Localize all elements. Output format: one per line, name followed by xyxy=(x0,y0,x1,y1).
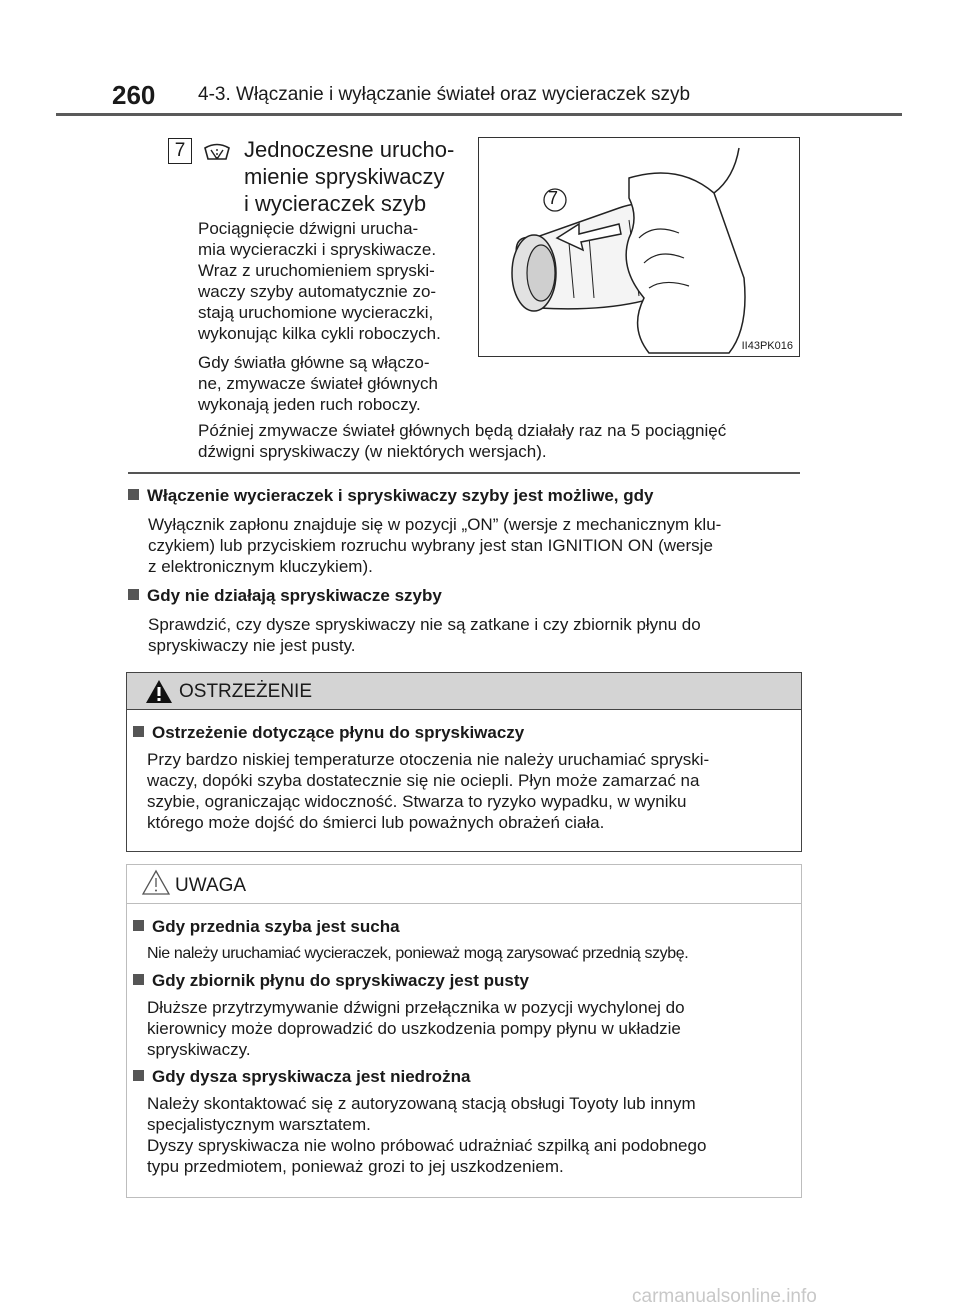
text-line: waczy szyby automatycznie zo- xyxy=(198,282,437,301)
caution-triangle-icon xyxy=(141,869,171,896)
info-heading xyxy=(128,586,442,606)
square-bullet-icon xyxy=(133,726,144,737)
item-paragraph-2 xyxy=(198,352,462,415)
text-line: Wraz z uruchomieniem spryski- xyxy=(198,261,435,280)
info-heading-text: Gdy nie działają spryskiwacze szyby xyxy=(147,586,442,605)
warning-header xyxy=(127,673,801,710)
page-number: 260 xyxy=(112,80,156,110)
figure-callout: 7 xyxy=(548,188,559,208)
notice-heading-text: Gdy przednia szyba jest sucha xyxy=(152,917,400,936)
text-line: Należy skontaktować się z autoryzowaną stacją obsługi Toyoty lub innym xyxy=(147,1094,696,1113)
item-title-line: Jednoczesne urucho- xyxy=(244,137,455,162)
text-line: stają uruchomione wycieraczki, xyxy=(198,303,434,322)
item-title xyxy=(244,136,474,217)
notice-box xyxy=(126,864,802,1198)
text-line: kierownicy może doprowadzić do uszkodzenia pompy płynu w układzie xyxy=(147,1019,681,1038)
info-body xyxy=(148,514,800,577)
text-line: spryskiwaczy nie jest pusty. xyxy=(148,636,356,655)
warning-triangle-icon xyxy=(145,679,173,704)
info-heading-text: Włączenie wycieraczek i spryskiwaczy szyby jest możliwe, gdy xyxy=(147,486,654,505)
header-divider xyxy=(56,113,902,116)
lever-drawing xyxy=(479,138,799,356)
square-bullet-icon xyxy=(133,920,144,931)
text-line: Sprawdzić, czy dysze spryskiwaczy nie są zatkane i czy zbiornik płynu do xyxy=(148,615,701,634)
text-line: ne, zmywacze świateł głównych xyxy=(198,374,438,393)
windshield-washer-icon xyxy=(202,138,232,164)
info-heading xyxy=(128,486,653,506)
text-line: typu przedmiotem, ponieważ grozi to jej uszkodzeniem. xyxy=(147,1157,564,1176)
text-line: Nie należy uruchamiać wycieraczek, ponieważ mogą zarysować przednią szybę. xyxy=(147,945,689,962)
text-line: mia wycieraczki i spryskiwacze. xyxy=(198,240,437,259)
text-line: czykiem) lub przyciskiem rozruchu wybrany jest stan IGNITION ON (wersje xyxy=(148,536,713,555)
text-line: specjalistycznym warsztatem. xyxy=(147,1115,371,1134)
notice-heading xyxy=(133,1067,470,1087)
warning-heading xyxy=(133,723,524,743)
warning-heading-text: Ostrzeżenie dotyczące płynu do spryskiwaczy xyxy=(152,723,525,742)
text-line: Gdy światła główne są włączo- xyxy=(198,353,430,372)
text-line: którego może dojść do śmierci lub poważnych obrażeń ciała. xyxy=(147,813,605,832)
square-bullet-icon xyxy=(133,974,144,985)
item-title-line: i wycieraczek szyb xyxy=(244,191,427,216)
notice-heading-text: Gdy dysza spryskiwacza jest niedrożna xyxy=(152,1067,471,1086)
notice-label: UWAGA xyxy=(175,875,247,896)
square-bullet-icon xyxy=(128,589,139,600)
notice-heading xyxy=(133,917,400,937)
figure-code: II43PK016 xyxy=(741,340,793,352)
watermark: carmanualsonline.info xyxy=(632,1286,817,1307)
notice-heading xyxy=(133,971,529,991)
text-line: wykonają jeden ruch roboczy. xyxy=(198,395,421,414)
page-header xyxy=(0,0,960,120)
text-line: Pociągnięcie dźwigni urucha- xyxy=(198,219,419,238)
text-line: Później zmywacze świateł głównych będą działały raz na 5 pociągnięć xyxy=(198,421,727,440)
item-paragraph-3 xyxy=(198,420,798,462)
item-paragraph-1 xyxy=(198,218,462,344)
text-line: waczy, dopóki szyba dostatecznie się nie ociepli. Płyn może zamarzać na xyxy=(147,771,700,790)
notice-body xyxy=(147,997,783,1060)
item-title-line: mienie spryskiwaczy xyxy=(244,164,445,189)
text-line: spryskiwaczy. xyxy=(147,1040,251,1059)
text-line: Przy bardzo niskiej temperaturze otoczenia nie należy uruchamiać spryski- xyxy=(147,750,710,769)
square-bullet-icon xyxy=(133,1070,144,1081)
text-line: Dyszy spryskiwacza nie wolno próbować udrażniać szpilką ani podobnego xyxy=(147,1136,707,1155)
item-number-badge: 7 xyxy=(168,138,192,164)
text-line: wykonując kilka cykli roboczych. xyxy=(198,324,441,343)
notice-body xyxy=(147,943,783,964)
text-line: Wyłącznik zapłonu znajduje się w pozycji „ON” (wersje z mechanicznym klu- xyxy=(148,515,722,534)
info-body xyxy=(148,614,800,656)
text-line: szybie, ograniczając widoczność. Stwarza to ryzyko wypadku, w wyniku xyxy=(147,792,687,811)
text-line: Dłuższe przytrzymywanie dźwigni przełącznika w pozycji wychylonej do xyxy=(147,998,685,1017)
notice-body xyxy=(147,1093,783,1177)
warning-body xyxy=(147,749,783,833)
text-line: dźwigni spryskiwaczy (w niektórych wersjach). xyxy=(198,442,547,461)
notice-heading-text: Gdy zbiornik płynu do spryskiwaczy jest pusty xyxy=(152,971,529,990)
notice-header xyxy=(127,865,801,904)
text-line: z elektronicznym kluczykiem). xyxy=(148,557,373,576)
warning-box xyxy=(126,672,802,852)
wiper-lever-illustration xyxy=(478,137,800,357)
warning-label: OSTRZEŻENIE xyxy=(179,681,313,702)
section-divider xyxy=(128,472,800,474)
square-bullet-icon xyxy=(128,489,139,500)
section-title: 4-3. Włączanie i wyłączanie świateł oraz wycieraczek szyb xyxy=(198,84,691,105)
